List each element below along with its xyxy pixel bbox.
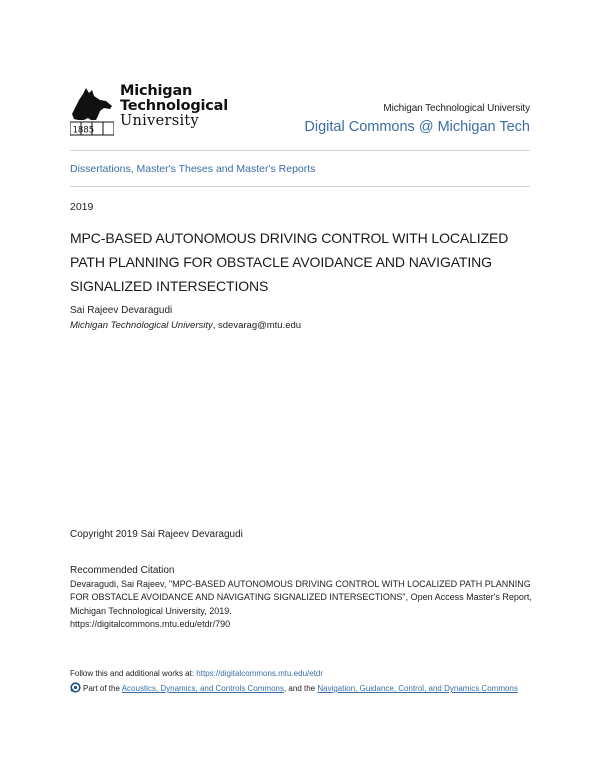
university-logo xyxy=(70,84,236,136)
copyright-statement: Copyright 2019 Sai Rajeev Devaragudi xyxy=(70,529,243,540)
part-of-line xyxy=(70,682,540,695)
citation-url[interactable]: https://digitalcommons.mtu.edu/etdr/790 xyxy=(70,618,231,629)
follow-text: Follow this and additional works at: xyxy=(70,669,197,678)
acoustics-commons-link[interactable]: Acoustics, Dynamics, and Controls Commons xyxy=(121,684,284,693)
author-email: , sdevarag@mtu.edu xyxy=(212,320,302,331)
network-commons-icon xyxy=(70,682,81,693)
collection-link[interactable]: Dissertations, Master's Theses and Master's Reports xyxy=(70,163,316,175)
navigation-commons-link[interactable]: Navigation, Guidance, Control, and Dynamics Commons xyxy=(317,684,518,693)
document-title: MPC-BASED AUTONOMOUS DRIVING CONTROL WITH LOCALIZED PATH PLANNING FOR OBSTACLE AVOIDANCE AND NAVIGATING SIGNALIZED INTERSECTIONS xyxy=(70,230,509,294)
logo-line-michigan: Michigan xyxy=(120,83,193,99)
header-university-name: Michigan Technological University xyxy=(383,103,530,114)
digital-commons-link[interactable]: Digital Commons @ Michigan Tech xyxy=(304,119,530,135)
publication-year: 2019 xyxy=(70,201,94,213)
collection-divider xyxy=(70,186,530,187)
logo-year: 1885 xyxy=(72,125,95,136)
citation-body: Devaragudi, Sai Rajeev, "MPC-BASED AUTONOMOUS DRIVING CONTROL WITH LOCALIZED PATH PLANNING FOR OBSTACLE AVOIDANCE AND NAVIGATING SIGNALIZED INTERSECTIONS", Open Access Master's Report, Michigan Technological University, 2019. xyxy=(70,579,532,616)
logo-line-technological: Technological xyxy=(120,98,229,114)
husky-dog-icon xyxy=(70,84,114,136)
logo-wordmark xyxy=(120,84,228,129)
recommended-citation-heading: Recommended Citation xyxy=(70,565,175,576)
affiliation-institution: Michigan Technological University xyxy=(70,320,213,331)
part-of-middle: , and the xyxy=(283,684,318,693)
part-of-prefix: Part of the xyxy=(83,684,122,693)
recommended-citation-text xyxy=(70,578,540,631)
follow-line xyxy=(70,669,323,678)
follow-url-link[interactable]: https://digitalcommons.mtu.edu/etdr xyxy=(196,669,324,678)
author-affiliation xyxy=(70,320,301,331)
logo-line-university: University xyxy=(120,113,199,129)
header-divider xyxy=(70,150,530,151)
author-name: Sai Rajeev Devaragudi xyxy=(70,305,173,316)
